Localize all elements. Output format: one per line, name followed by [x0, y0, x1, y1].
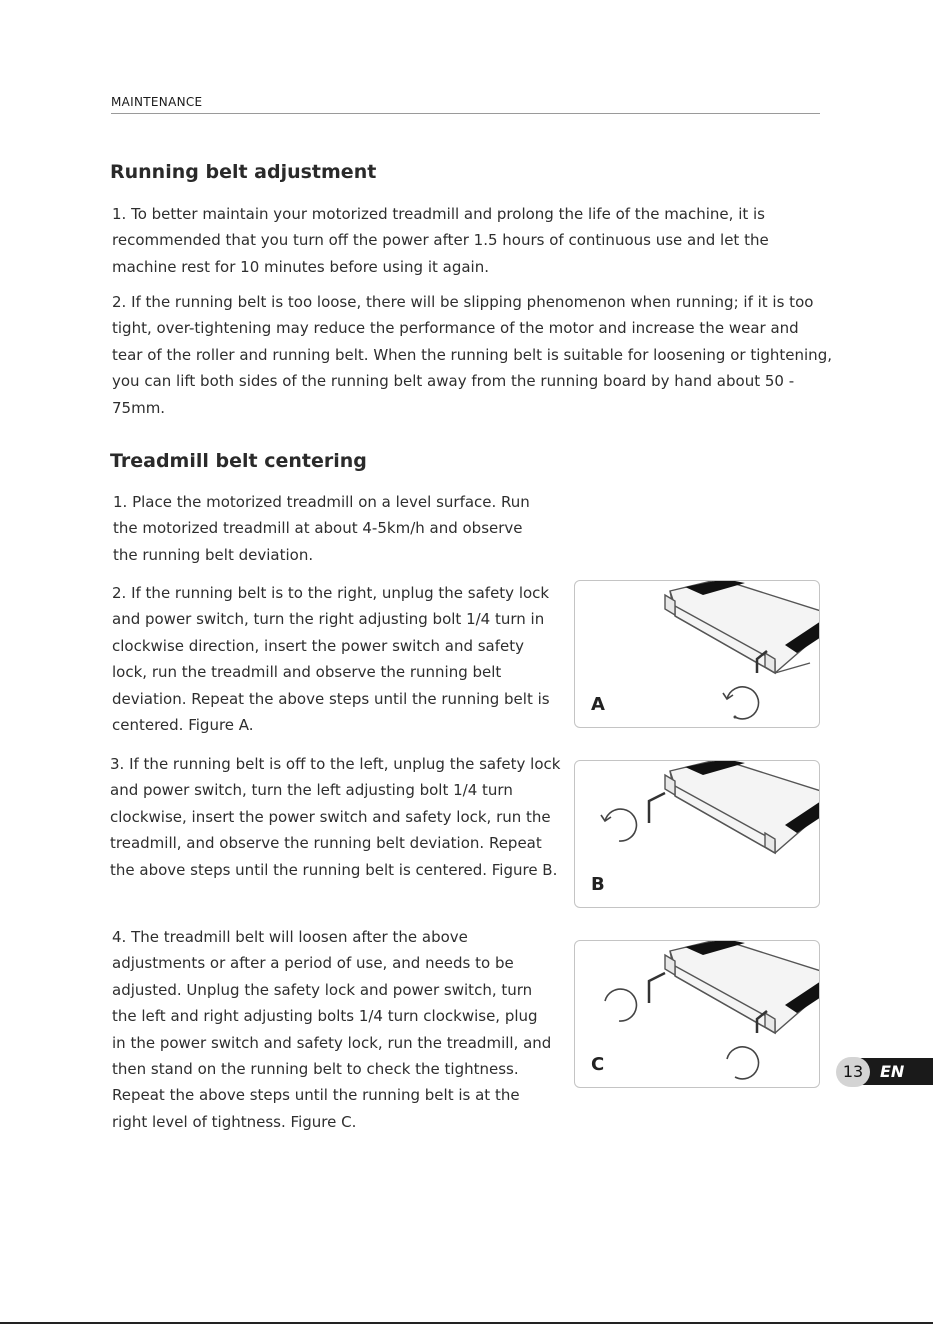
- centering-paragraph-3: 3. If the running belt is off to the left, unplug the safety lock and power switch, turn the left adjusting bolt 1/4 turn clockwise, insert the power switch and safety lock, run the treadmill, and observe the running belt deviation. Repeat the above steps until the running belt is centered. Figure B.: [110, 755, 561, 879]
- figure-a: [574, 580, 820, 728]
- centering-paragraph-2: 2. If the running belt is to the right, unplug the safety lock and power switch, turn the right adjusting bolt 1/4 turn in clockwise direction, insert the power switch and safety lock, run the treadmill and observe the running belt deviation. Repeat the above steps until the running belt is centered. Figure A.: [112, 584, 550, 735]
- adjustment-paragraph-1: 1. To better maintain your motorized treadmill and prolong the life of the machine, it is recommended that you turn off the power after 1.5 hours of continuous use and let the machine rest for 10 minutes before using it again.: [112, 205, 769, 276]
- treadmill-both-bolts-illustration: [575, 941, 820, 1088]
- section-header: MAINTENANCE: [111, 95, 820, 114]
- figure-c-label: C: [591, 1054, 605, 1075]
- treadmill-left-bolt-illustration: [575, 761, 820, 908]
- treadmill-right-bolt-illustration: [575, 581, 820, 728]
- language-tab: EN: [860, 1058, 933, 1085]
- centering-paragraph-4: 4. The treadmill belt will loosen after the above adjustments or after a period of use, and needs to be adjusted. Unplug the safety lock and power switch, turn the left and right adjusting bolts 1/4 turn clockwise, plug in the power switch and safety lock, run the treadmill, and then stand on the running belt to check the tightness. Repeat the above steps until the running belt is at the right level of tightness. Figure C.: [112, 928, 552, 1131]
- page-number: 13: [836, 1057, 870, 1087]
- section-title-belt-adjustment: Running belt adjustment: [110, 161, 377, 183]
- section-title-belt-centering: Treadmill belt centering: [110, 450, 367, 472]
- figure-c: [574, 940, 820, 1088]
- figure-a-label: A: [591, 694, 605, 715]
- figure-b: [574, 760, 820, 908]
- figure-b-label: B: [591, 874, 605, 895]
- centering-paragraph-1: 1. Place the motorized treadmill on a level surface. Run the motorized treadmill at about 4-5km/h and observe the running belt deviation.: [113, 493, 530, 564]
- adjustment-paragraph-2: 2. If the running belt is too loose, there will be slipping phenomenon when running; if it is too tight, over-tightening may reduce the performance of the motor and increase the wear and tear of the roller and running belt. When the running belt is suitable for loosening or tightening, you can lift both sides of the running belt away from the running board by hand about 50 - 75mm.: [112, 293, 832, 417]
